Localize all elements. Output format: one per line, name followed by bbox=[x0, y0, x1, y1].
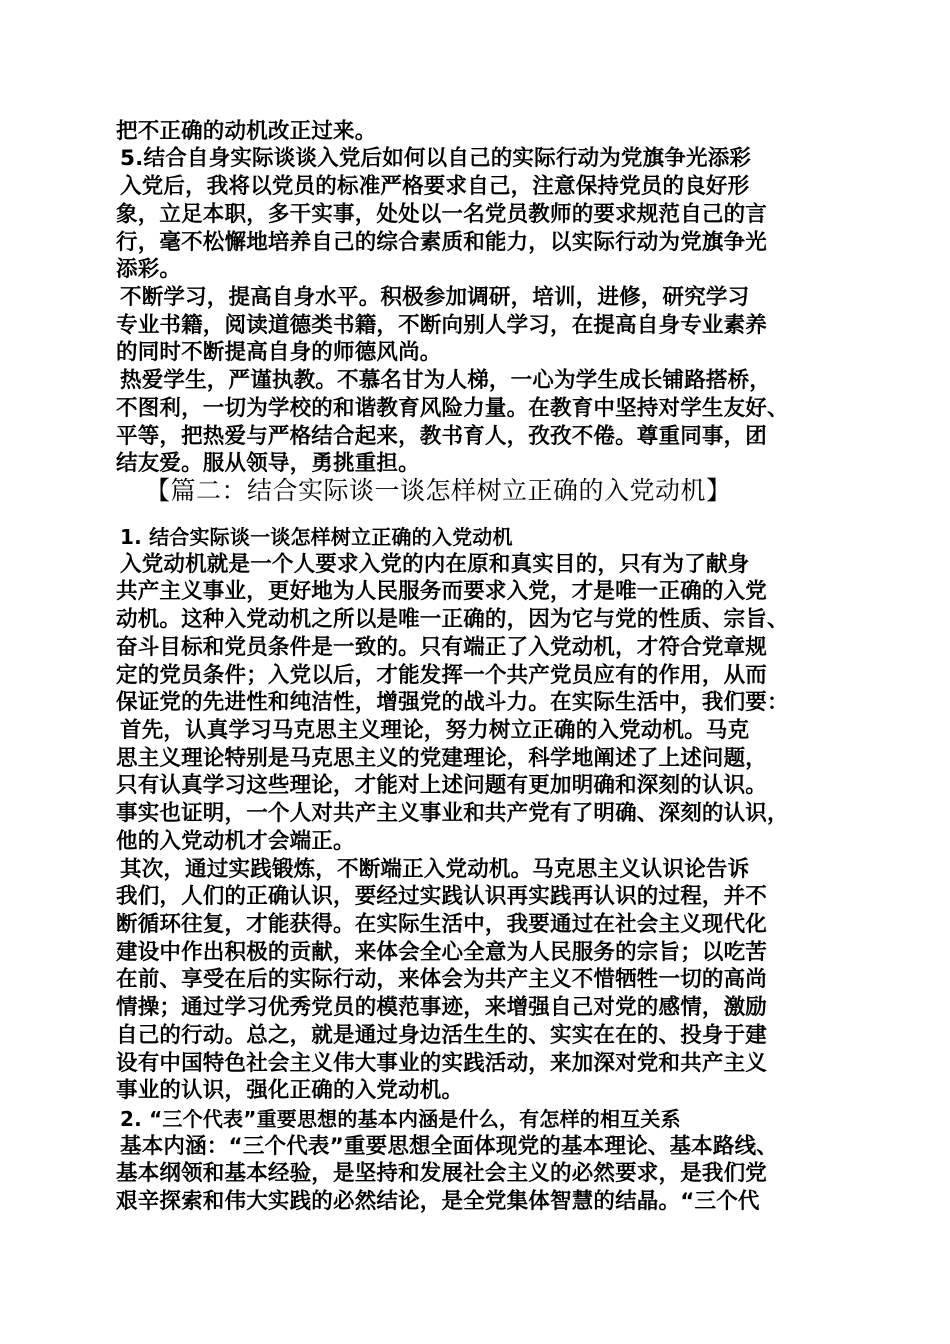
text-line: 保证党的先进性和纯洁性，增强党的战斗力。在实际生活中，我们要： bbox=[116, 690, 789, 715]
text-line: 首先，认真学习马克思主义理论，努力树立正确的入党动机。马克 bbox=[120, 718, 750, 743]
text-line: 不断学习，提高自身水平。积极参加调研，培训，进修，研究学习 bbox=[120, 285, 750, 310]
text-line: 5.结合自身实际谈谈入党后如何以自己的实际行动为党旗争光添彩 bbox=[120, 146, 752, 171]
text-line: 建设中作出积极的贡献，来体会全心全意为人民服务的宗旨；以吃苦 bbox=[116, 940, 768, 965]
text-line: 共产主义事业，更好地为人民服务而要求入党，才是唯一正确的入党 bbox=[116, 579, 768, 604]
text-line: 事实也证明，一个人对共产主义事业和共产党有了明确、深刻的认识， bbox=[116, 801, 789, 826]
text-line: 的同时不断提高自身的师德风尚。 bbox=[116, 340, 442, 365]
text-line: 情操；通过学习优秀党员的模范事迹，来增强自己对党的感情，激励 bbox=[116, 995, 768, 1020]
text-line: 行，毫不松懈地培养自己的综合素质和能力，以实际行动为党旗争光 bbox=[116, 230, 768, 255]
text-line: 设有中国特色社会主义伟大事业的实践活动，来加深对党和共产主义 bbox=[116, 1051, 768, 1076]
text-line: 专业书籍，阅读道德类书籍，不断向别人学习，在提高自身专业素养 bbox=[116, 313, 768, 338]
text-line: 思主义理论特别是马克思主义的党建理论，科学地阐述了上述问题， bbox=[116, 746, 768, 771]
text-line: 我们，人们的正确认识，要经过实践认识再实践再认识的过程，并不 bbox=[116, 884, 768, 909]
subsection-title: 2. “三个代表”重要思想的基本内涵是什么，有怎样的相互关系 bbox=[120, 1107, 681, 1131]
text-line: 他的入党动机才会端正。 bbox=[116, 829, 355, 854]
text-line: 只有认真学习这些理论，才能对上述问题有更加明确和深刻的认识。 bbox=[116, 773, 768, 798]
text-line: 艰辛探索和伟大实践的必然结论，是全党集体智慧的结晶。“三个代 bbox=[116, 1189, 760, 1214]
text-line: 定的党员条件；入党以后，才能发挥一个共产党员应有的作用，从而 bbox=[116, 663, 768, 688]
text-line: 不图利，一切为学校的和谐教育风险力量。在教育中坚持对学生友好、 bbox=[116, 396, 789, 421]
text-line: 断循环往复，才能获得。在实际生活中，我要通过在社会主义现代化 bbox=[116, 912, 768, 937]
text-line: 自己的行动。总之，就是通过身边活生生的、实实在在的、投身于建 bbox=[116, 1023, 768, 1048]
section-heading: 【篇二：结合实际谈一谈怎样树立正确的入党动机】 bbox=[145, 476, 732, 505]
text-line: 添彩。 bbox=[116, 257, 182, 282]
text-line: 基本纲领和基本经验，是坚持和发展社会主义的必然要求，是我们党 bbox=[116, 1161, 768, 1186]
subsection-title: 1. 结合实际谈一谈怎样树立正确的入党动机 bbox=[120, 525, 513, 549]
text-line: 把不正确的动机改正过来。 bbox=[116, 119, 377, 144]
text-line: 象，立足本职，多干实事，处处以一名党员教师的要求规范自己的言 bbox=[116, 202, 768, 227]
text-line: 其次，通过实践锻炼，不断端正入党动机。马克思主义认识论告诉 bbox=[120, 857, 750, 882]
text-line: 动机。这种入党动机之所以是唯一正确的，因为它与党的性质、宗旨、 bbox=[116, 607, 789, 632]
text-line: 事业的认识，强化正确的入党动机。 bbox=[116, 1078, 464, 1103]
text-line: 结友爱。服从领导，勇挑重担。 bbox=[116, 451, 420, 476]
text-line: 在前、享受在后的实际行动，来体会为共产主义不惜牺牲一切的高尚 bbox=[116, 967, 768, 992]
text-line: 入党后，我将以党员的标准严格要求自己，注意保持党员的良好形 bbox=[120, 174, 750, 199]
text-line: 基本内涵：“三个代表”重要思想全面体现党的基本理论、基本路线、 bbox=[120, 1134, 778, 1159]
text-line: 奋斗目标和党员条件是一致的。只有端正了入党动机，才符合党章规 bbox=[116, 635, 768, 660]
text-line: 平等，把热爱与严格结合起来，教书育人，孜孜不倦。尊重同事，团 bbox=[116, 424, 768, 449]
text-line: 热爱学生，严谨执教。不慕名甘为人梯，一心为学生成长铺路搭桥， bbox=[120, 368, 772, 393]
text-line: 入党动机就是一个人要求入党的内在原和真实目的，只有为了献身 bbox=[120, 552, 750, 577]
